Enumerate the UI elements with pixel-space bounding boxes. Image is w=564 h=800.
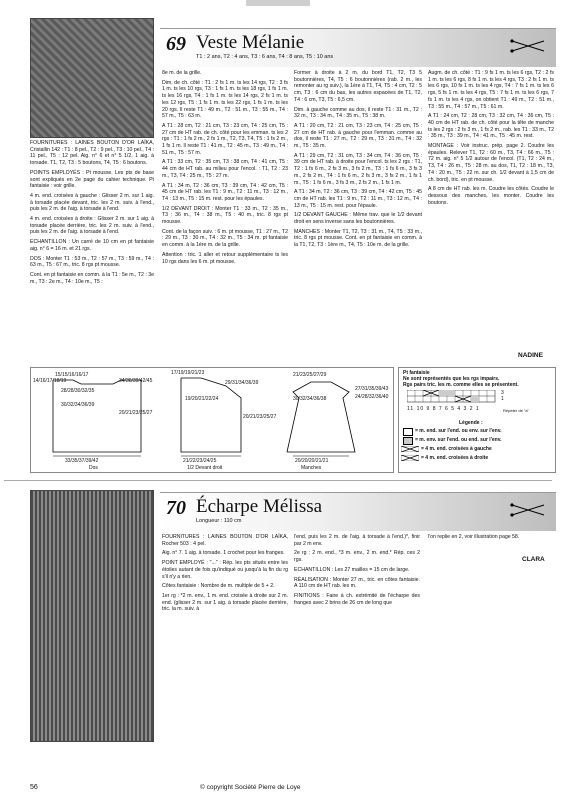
knit-stitch-icon [403,428,413,436]
devant-top: 17/19/19/21/23 [171,370,205,376]
pattern-69-col3: Former à droite à 2 m. du bord T1, T2, T3 5 boutonnières, T4, T5 : 6 boutonnières (rab. 2 m., les remonter au rg suiv.), la 1ère à T1, T4, T5 : 4 cm, T2 : 5 cm, T3 : 6 cm du bas, les autres espacées de T1, T2, T4 : 6 cm, T3, T5 : 6,5 cm. Dim. à gauche comme au dos, il reste T1 : 31 m., T2 : 32 m., T3 : 34 m., T4 : 35 m., T5 : 38 m. A T1 : 20 cm, T2 : 21 cm, T3 : 23 cm, T4 : 25 cm, T5 : 27 cm de HT rab. à gauche pour l'emman. comme au dos, il reste T1 : 27 m., T2 : 29 m., T3 : 31 m., T4 : 32 m., T5 : 35 m. A T1 : 29 cm, T2 : 31 cm, T3 : 34 cm, T4 : 36 cm, T5 : 39 cm de HT rab. à droite pour l'encol. ts les 2 rgs : T1, T2 : 1 fs 6 m., 2 fs 3 m., 3 fs 2 m., T3 : 1 fs 6 m., 3 fs 3 m., 2 fs 2 m., T4 : 1 fs 6 m., 2 fs 3 m., 3 fs 2 m., 1 fs 1 m., T5 : 1 fs 6 m., 3 fs 3 m., 2 fs 2 m., 1 fs 1 m. A T1 : 34 m, T2 : 36 cm, T3 : 39 cm, T4 : 42 cm, T5 : 45 cm de HT rab. les T1 : 9 m., T2 : 11 m., T3 : 12 m., T4 : 13 m., T5 : 15 m. rest. pour l'épaule. 1/2 DEVANT GAUCHE : Même trav. que le 1/2 devant droit en sens inverse sans les boutonnières. MANCHES : Monter T1, T2, T3 : 31 m., T4, T5 : 33 m., tric. 8 rgs pt mousse. Cont. en pt fantaisie en comm. à la T1, T2, T3 : 1ère m., T4, T5 : 10e m. de la grille. [294,70,422,249]
purl-stitch-icon [403,437,413,445]
legend-item-1: = m. end. sur l'end. ou env. sur l'env. [415,428,502,434]
pattern-title: Écharpe Mélissa [196,496,323,517]
stitch-grid [407,390,499,404]
devant-neck: 29/31/34/36/39 [225,380,259,386]
dos-mid1: 28/28/30/32/35 [61,388,95,394]
manche-mid: 30/32/34/36/38 [293,396,327,402]
pattern-69-col4: Augm. de ch. côté : T1 : 9 fs 1 m. ts les 6 rgs, T2 : 2 fs 1 m. ts les 6 rgs, 8 fs 1 m. ts les 4 rgs, T3 : 2 fs 1 m. ts les 6 rgs, 10 fs 1 m. ts les 4 rgs, T4 : 7 fs 1 m. ts les 6 rgs, 5 fs 1 m. ts les 4 rgs, T5 : 7 fs 1 m. ts les 6 rgs, 7 fs 1 m. ts les 4 rgs, on obtient T1 : 49 m., T2 : 51 m., T3 : 55 m., T4 : 57 m., T5 : 61 m. A T1 : 24 cm, T2 : 28 cm, T3 : 32 cm, T4 : 36 cm, T5 : 40 cm de HT rab. de ch. côté pour la tête de manche ts les 2 rgs : 2 fs 3 m., 1 fs 2 m., rab. les T1 : 33 m., T2 : 35 m., T3 : 39 m., T4 : 41 m., T5 : 45 m. rest. MONTAGE : Voir instruc. prép. page 2. Coudre les épaules. Relever T1, T2 : 60 m., T3, T4 : 66 m., T5 : 72 m. aig. n° 5 1/2 autour de l'encol. (T1, T2 : 24 m., T3, T4 : 26 m., T5 : 28 m. au dos, T1, T2 : 18 m., T3, T4 : 20 m., T5 : 22 m. sur ch. 1/2 devant à 1,5 cm de ch. bord), tric. en pt mousse. A 8 cm de HT rab. les m. Coudre les côtés. Coudre le dessous des manches, les monter. Coudre les boutons. [428,70,554,206]
dos-bottom: 33/35/37/39/42 [65,458,99,464]
grid-note2: Rgs pairs tric. les m. comme elles se présentent. [403,382,519,388]
page-number: 56 [30,784,38,791]
devant-mid: 19/20/21/22/24 [185,396,219,402]
manche-label: Manches [301,465,322,471]
legend-item-2: = m. env. sur l'end. ou end. sur l'env. [415,437,502,443]
dos-label: Dos [89,465,98,471]
pattern-70-banner [160,492,556,531]
section-divider [4,480,552,481]
pattern-number: 70 [166,497,186,519]
schematics-box [30,367,394,473]
dos-mid2: 30/32/34/36/39 [61,402,95,408]
dos-neck: 34/36/39/42/45 [119,378,153,384]
devant-label: 1/2 Devant droit [187,465,223,471]
copyright: © copyright Société Pierre de Loye [200,784,301,791]
pattern-sizes: T1 : 2 ans, T2 : 4 ans, T3 : 6 ans, T4 : 8 ans, T5 : 10 ans [196,54,334,60]
devant-right: 20/21/23/25/27 [243,414,277,420]
pattern-69-col1: FOURNITURES : LAINES BOUTON D'OR LAÏKA, Cristallin 142 : T1 : 8 pel., T2 : 9 pel., T3 : 10 pel., T4 : 11 pel., T5 : 12 pel. Aig. n° 6 et n° 5 1/2. 1 aig. à torsade. T1, T2, T3 : 5 boutons, T4, T5 : 6 boutons. POINTS EMPLOYÉS : Pt mousse. Les pts de base sont expliqués en 2e page du cahier technique. Pt fantaisie : voir grille. 4 m. end. croisées à gauche : Glisser 2 m. sur 1 aig. à torsade placée devant, tric. les 2 m. suiv. à l'end., puis les 2 m. de l'aig. à torsade à l'end. 4 m. end. croisées à droite : Glisser 2 m. sur 1 aig. à torsade placée derrière, tric. les 2 m. suiv. à l'end., puis les 2 m. de l'aig. à torsade à l'end. ECHANTILLON : Un carré de 10 cm en pt fantaisie aig. n° 6 = 16 m. et 21 rgs. DOS : Monter T1 : 53 m., T2 : 57 m., T3 : 59 m., T4 : 63 m., T5 : 67 m., tric. 8 rgs pt mousse. Cont. en pt fantaisie en comm. à la T1 : 5e m., T2 : 3e m., T3 : 2e m., T4 : 10e m., T5 : [30,140,154,285]
pattern-70-col1: FOURNITURES : LAINES BOUTON D'OR LAÏKA, Rocher 503 : 4 pel. Aig. n° 7. 1 aig. à torsade. 1 crochet pour les franges. POINT EMPLOYÉ : "..." : Rép. les pts situés entre les étoiles autant de fois qu'indiqué ou jusqu'à la fin du rg s'il n'y a rien. Côtes fantaisie : Nombre de m. multiple de 5 + 2. 1er rg : *2 m. env., 1 m. end. croisée à droite sur 2 m. end. (glisser 2 m. sur 1 aig. à torsade placée derrière, tric. la m. suiv. à [162,534,288,613]
knitting-needles-icon [510,503,546,517]
pattern-70-col2: l'end, puis les 2 m. de l'aig. à torsade à l'end.)*, finir par 2 m env. 2e rg : 2 m. end., *3 m. env., 2 m. end.* Rép. ces 2 rgs. ECHANTILLON : Les 27 mailles = 15 cm de large. RÉALISATION : Monter 27 m., tric. en côtes fantaisie. A 110 cm de HT rab. les m. FINITIONS : Faire à ch. extrémité de l'écharpe des franges avec 2 brins de 26 cm de long que [294,534,420,606]
pattern-69-banner [160,28,556,67]
pattern-number: 69 [166,33,186,55]
pattern-70-col3: l'on replie en 2, voir illustration page 58. [428,534,520,540]
pattern-title: Veste Mélanie [196,32,305,53]
top-tab [246,0,310,6]
grid-title: Pt fantaisie [403,370,430,376]
cable-left-icon [401,446,419,452]
manche-bottom: 20/20/20/21/21 [295,458,329,464]
scarf-photo [30,490,154,742]
pattern-69-col2: 8e m. de la grille. Dim. de ch. côté : T1 : 2 fs 1 m. ts les 14 rgs, T2 : 3 fs 1 m. ts les 10 rgs, T3 : 1 fs 1 m. ts les 18 rgs, 1 fs 1 m. ts les 16 rgs, T4 : 1 fs 1 m. ts les 14 rgs, 2 fs 1 m. ts les 12 rgs, T5 : 1 fs 1 m. ts les 22 rgs, 1 fs 1 m. ts les 20 rgs. Il reste T1 : 49 m., T2 : 51 m., T3 : 55 m., T4 : 57 m., T5 : 63 m. A T1 : 28 cm, T2 : 21 cm, T3 : 23 cm, T4 : 25 cm, T5 : 27 cm de HT rab. de ch. côté pour les emman. ts les 2 rgs : T1 : 1 fs 2 m., 2 fs 1 m., T2, T3, T4, T5 : 1 fs 2 m., 1 fs 1 m. Il reste T1 : 41 m., T2 : 45 m., T3 : 49 m., T4 : 51 m., T5 : 57 m. A T1 : 33 cm, T2 : 35 cm, T3 : 38 cm, T4 : 41 cm, T5 : 44 cm de HT rab. au milieu pour l'encol. : T1, T2 : 23 m., T3, T4 : 25 m., T5 : 27 m. A T1 : 34 m, T2 : 36 cm, T3 : 39 cm, T4 : 42 cm, T5 : 45 cm de HT rab. les T1 : 9 m., T2 : 11 m., T3 : 12 m., T4 : 13 m., T5 : 15 m. rest. pour les épaules. 1/2 DEVANT DROIT : Monter T1 : 33 m., T2 : 35 m., T3 : 36 m., T4 : 38 m., T5 : 40 m., tric. 8 rgs pt mousse. Cont. de la façon suiv. : 6 m. pt mousse, T1 : 27 m., T2 : 29 m., T3 : 30 m., T4 : 32 m., T5 : 34 m. pt fantaisie en comm. à la 1ère m. de la grille. Attention : tric. 1 aller et retour supplémentaire ts les 10 rgs dans les 6 m. pt mousse. [162,70,288,265]
grid-note1: Ne sont représentés que les rgs impairs. [403,376,500,382]
pattern-length: Longueur : 110 cm [196,518,242,524]
dos-right: 20/21/23/25/27 [119,410,153,416]
legend-item-3: = 4 m. end. croisées à gauche [421,446,492,452]
grid-repeat: Répéter de "a" [503,408,529,413]
legend-item-4: = 4 m. end. croisées à droite [421,455,489,461]
grid-columns: 11 10 9 8 7 6 5 4 3 2 1 [407,406,480,412]
jacket-photo [30,18,154,138]
grid-legend-box [398,367,556,473]
dos-top: 15/15/16/16/17 [55,372,89,378]
manche-right1: 27/31/35/39/43 [355,386,389,392]
devant-bottom: 21/22/23/24/25 [183,458,217,464]
grid-row-3: 3 [501,390,504,396]
legend-title: Légende : [459,420,483,426]
schematics-drawing [31,368,393,472]
grid-row-1: 1 [501,396,504,402]
cable-right-icon [401,455,419,461]
manche-top: 21/23/25/27/29 [293,372,327,378]
signature-clara: CLARA [522,556,545,563]
manche-right2: 24/28/32/36/40 [355,394,389,400]
signature-nadine: NADINE [518,352,543,359]
knitting-needles-icon [510,39,546,53]
dos-side: 14/16/17/18/19 [33,378,67,384]
